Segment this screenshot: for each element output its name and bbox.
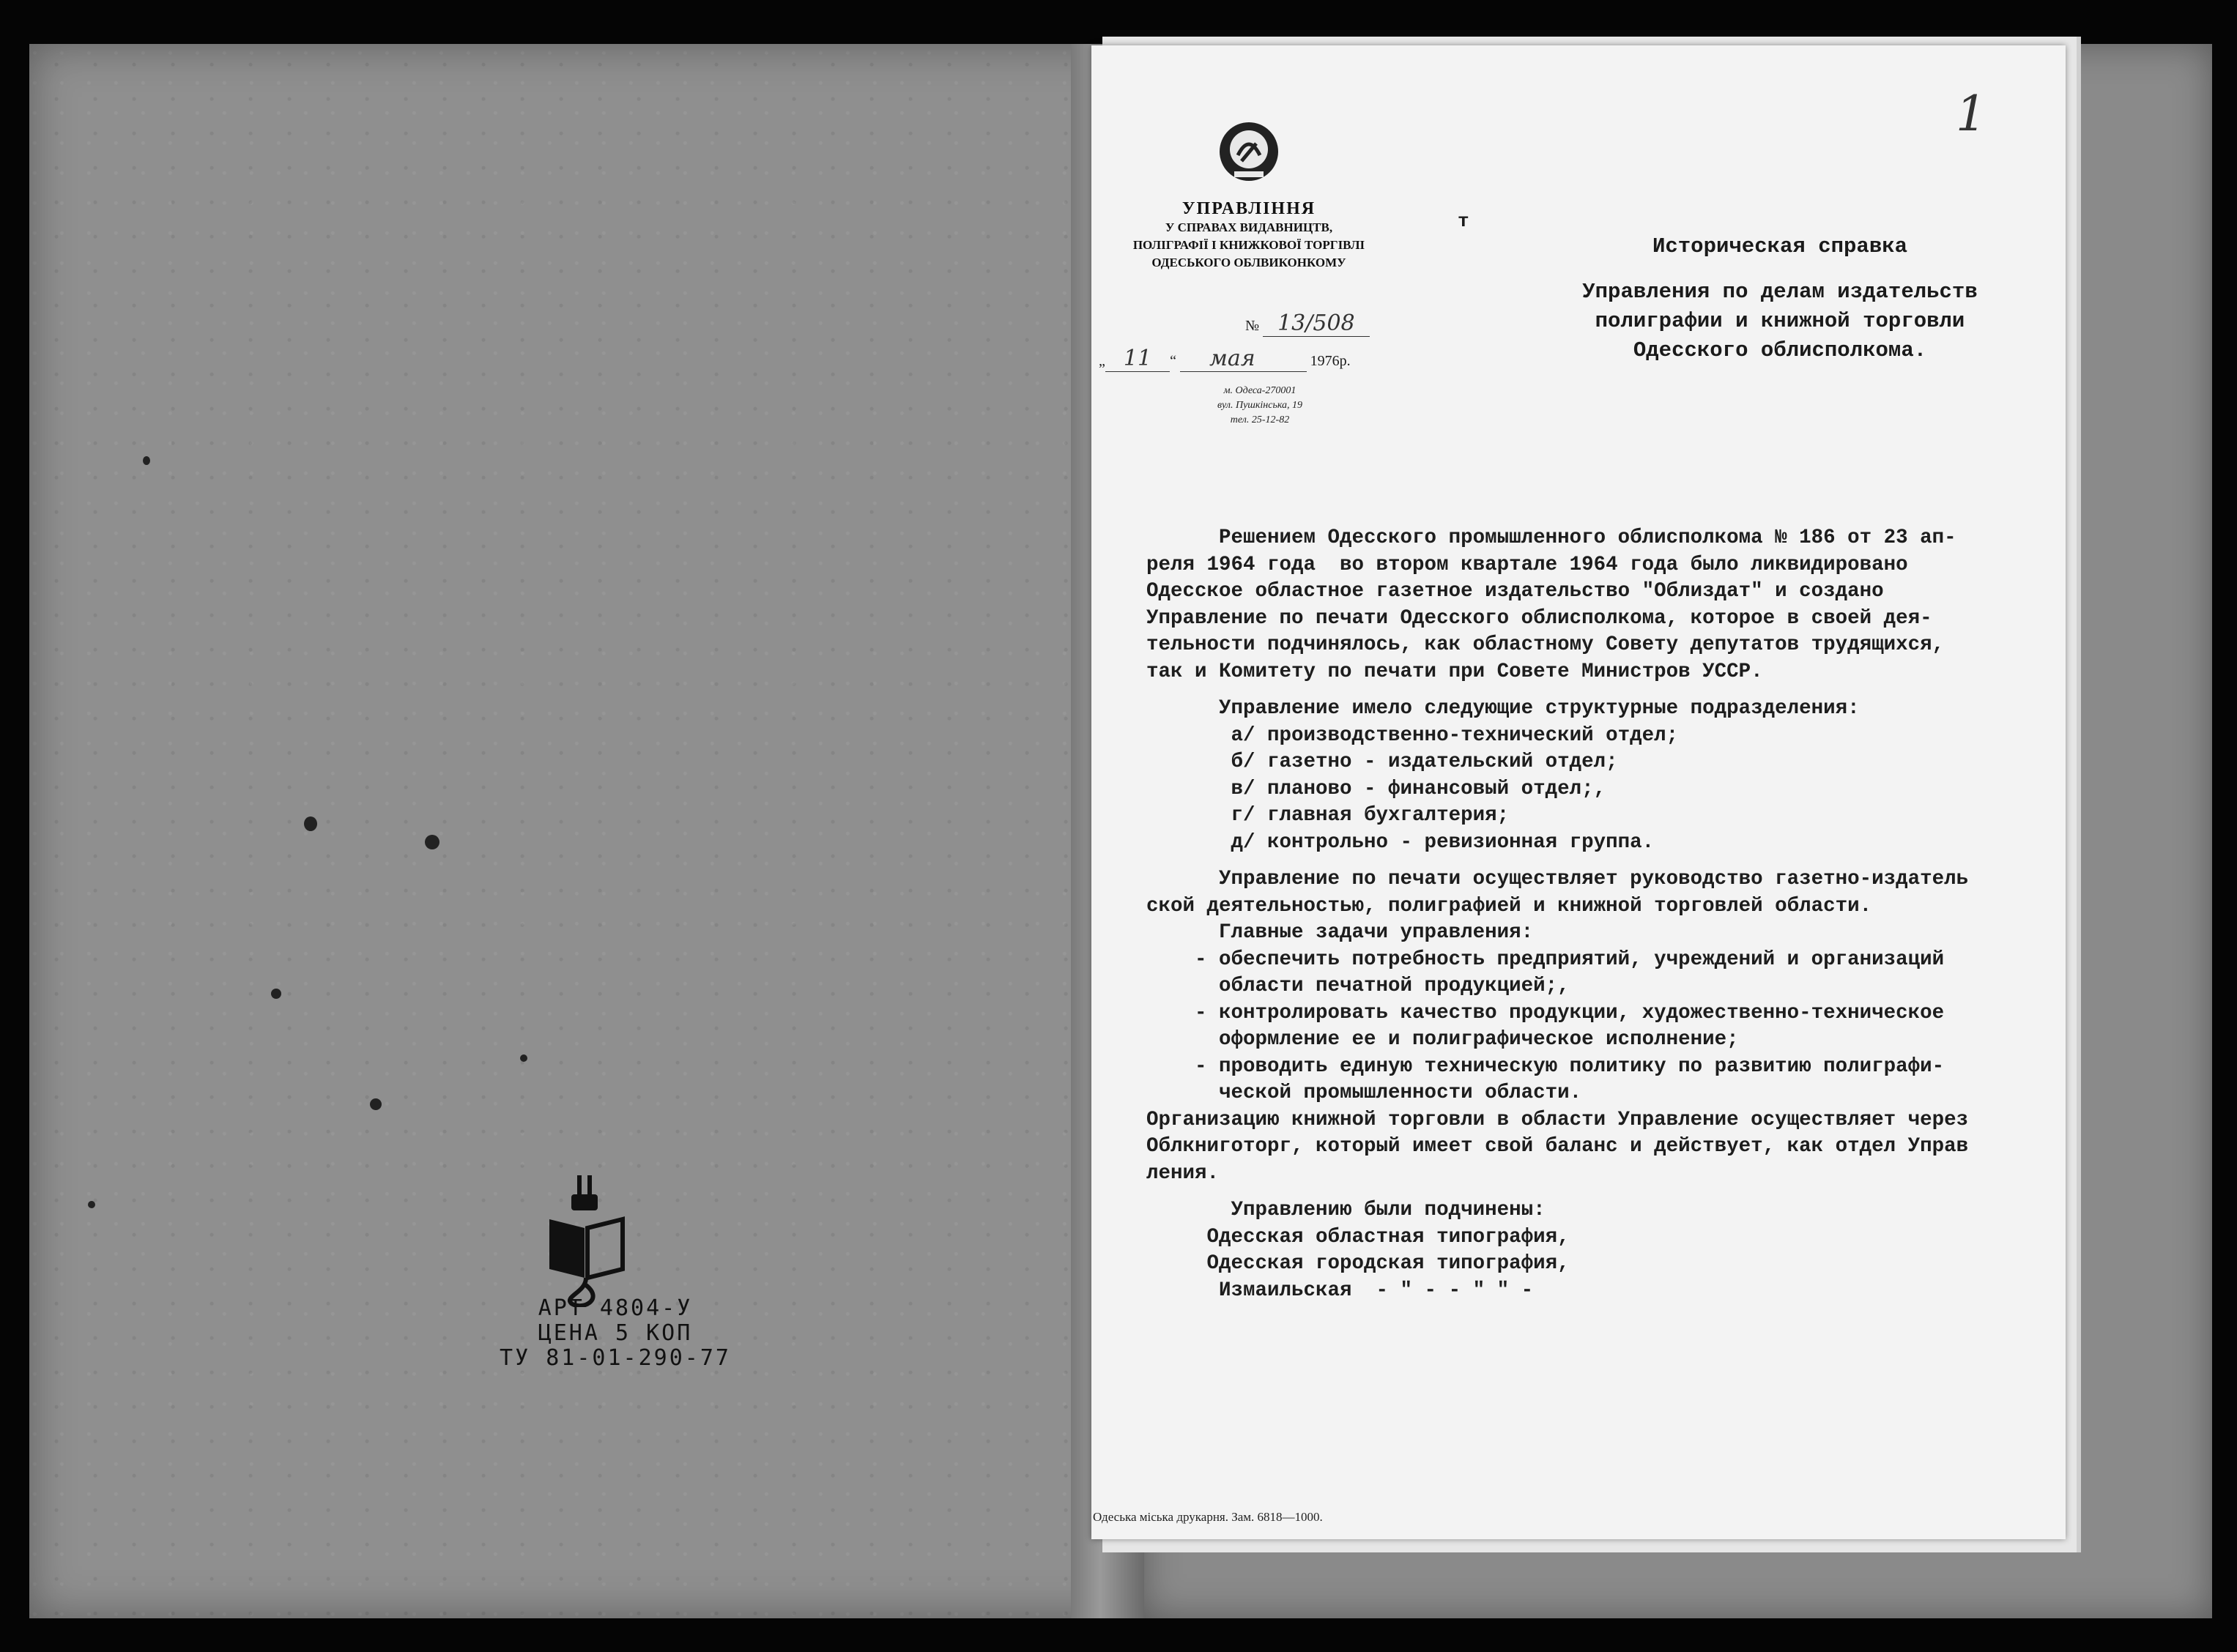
cover-speck [304,816,317,831]
typed-mark: т [1458,210,1469,232]
body-line: ской деятельностью, полиграфией и книжной торговлей области. [1146,894,1872,918]
body-line: Одесское областное газетное издательство "Облиздат" и создано [1146,580,1884,603]
cover-speck [370,1098,382,1110]
letterhead-line: ПОЛІГРАФІЇ І КНИЖКОВОЇ ТОРГІВЛІ [1132,238,1365,252]
document-page [1091,45,2066,1539]
letterhead-title: УПРАВЛІННЯ [1181,199,1316,218]
folder-cover [29,44,1128,1618]
letterhead-address [1165,384,1355,428]
registration-number [1245,310,1370,336]
title-line: Управления по делам издательств [1582,280,1978,304]
cover-speck [425,835,439,849]
cover-tech-spec: ТУ 81-01-290-77 [500,1345,731,1371]
body-line: Управление по печати осуществляет руководство газетно-издатель [1146,868,1969,890]
body-line: Главные задачи управления: [1146,921,1534,944]
printer-imprint: Одеська міська друкарня. Зам. 6818—1000. [1093,1510,1323,1524]
date-month: мая [1180,346,1307,372]
body-line: ления. [1146,1161,1220,1185]
body-line: в/ планово - финансовый отдел;, [1146,777,1606,800]
body-line: б/ газетно - издательский отдел; [1146,751,1618,773]
body-line: Управлению были подчинены: [1146,1199,1546,1221]
body-line: Управление по печати Одесского облисполкома, которое в своей дея- [1146,606,1932,630]
cover-speck [88,1201,95,1208]
body-line: реля 1964 года во втором квартале 1964 года было ликвидировано [1146,553,1908,576]
address-phone: тел. 25-12-82 [1230,414,1290,425]
body-line: г/ главная бухгалтерия; [1146,804,1510,827]
body-line: - контролировать качество продукции, художественно-техническое [1146,1001,1945,1024]
state-emblem-icon [1216,119,1282,185]
number-sign: № [1245,318,1260,334]
body-line: Одесская городская типография, [1146,1252,1570,1275]
letterhead-line: ОДЕСЬКОГО ОБЛВИКОНКОМУ [1151,256,1346,269]
letterhead-line: У СПРАВАХ ВИДАВНИЦТВ, [1165,220,1333,234]
date-year: 1976 [1310,353,1340,369]
body-line: д/ контрольно - ревизионная группа. [1146,830,1655,854]
body-line: Одесская областная типография, [1146,1225,1570,1249]
body-line: Решением Одесского промышленного облисполкома № 186 от 23 ап- [1146,527,1956,549]
cover-article: АРТ 4804-У [538,1295,693,1321]
body-line: Облкниготорг, который имеет свой баланс и действует, как отдел Управ [1146,1135,1969,1158]
publisher-logo-icon [542,1175,630,1307]
body-line: - обеспечить потребность предприятий, учреждений и организаций [1146,948,1945,971]
document-body [1146,525,2047,1304]
title-line: Историческая справка [1652,234,1908,258]
body-line: - проводить единую техническую политику по развитию полиграфи- [1146,1054,1945,1078]
cover-speck [143,456,150,465]
body-line: так и Комитету по печати при Совете Министров УССР. [1146,660,1763,683]
date-line: „ 11 “ мая 1976р. [1099,346,1351,371]
body-line: Измаильская - " - - " " - [1146,1279,1534,1302]
address-city: м. Одеса-270001 [1223,385,1296,396]
cover-speck [271,989,281,999]
document-title [1531,232,2029,365]
cover-price: ЦЕНА 5 КОП [538,1320,693,1346]
cover-price-print [469,1296,762,1371]
handwritten-page-number: 1 [1956,86,1986,142]
body-line: тельности подчинялось, как областному Совету депутатов трудящихся, [1146,633,1945,656]
handwritten-number: 13/508 [1263,310,1370,337]
body-line: а/ производственно-технический отдел; [1146,723,1679,747]
body-line: оформление ее и полиграфическое исполнение; [1146,1028,1739,1051]
date-day: 11 [1105,346,1170,372]
date-suffix: р. [1339,353,1351,369]
title-line: полиграфии и книжной торговли [1595,309,1965,333]
letterhead [1121,199,1377,272]
body-line: Управление имело следующие структурные подразделения: [1146,697,1860,720]
body-line: Организацию книжной торговли в области Управление осуществляет через [1146,1108,1969,1131]
title-line: Одесского облисполкома. [1633,338,1927,362]
body-line: области печатной продукцией;, [1146,975,1570,997]
body-line: ческой промышленности области. [1146,1082,1582,1104]
cover-speck [520,1054,527,1062]
address-street: вул. Пушкінська, 19 [1217,400,1303,411]
